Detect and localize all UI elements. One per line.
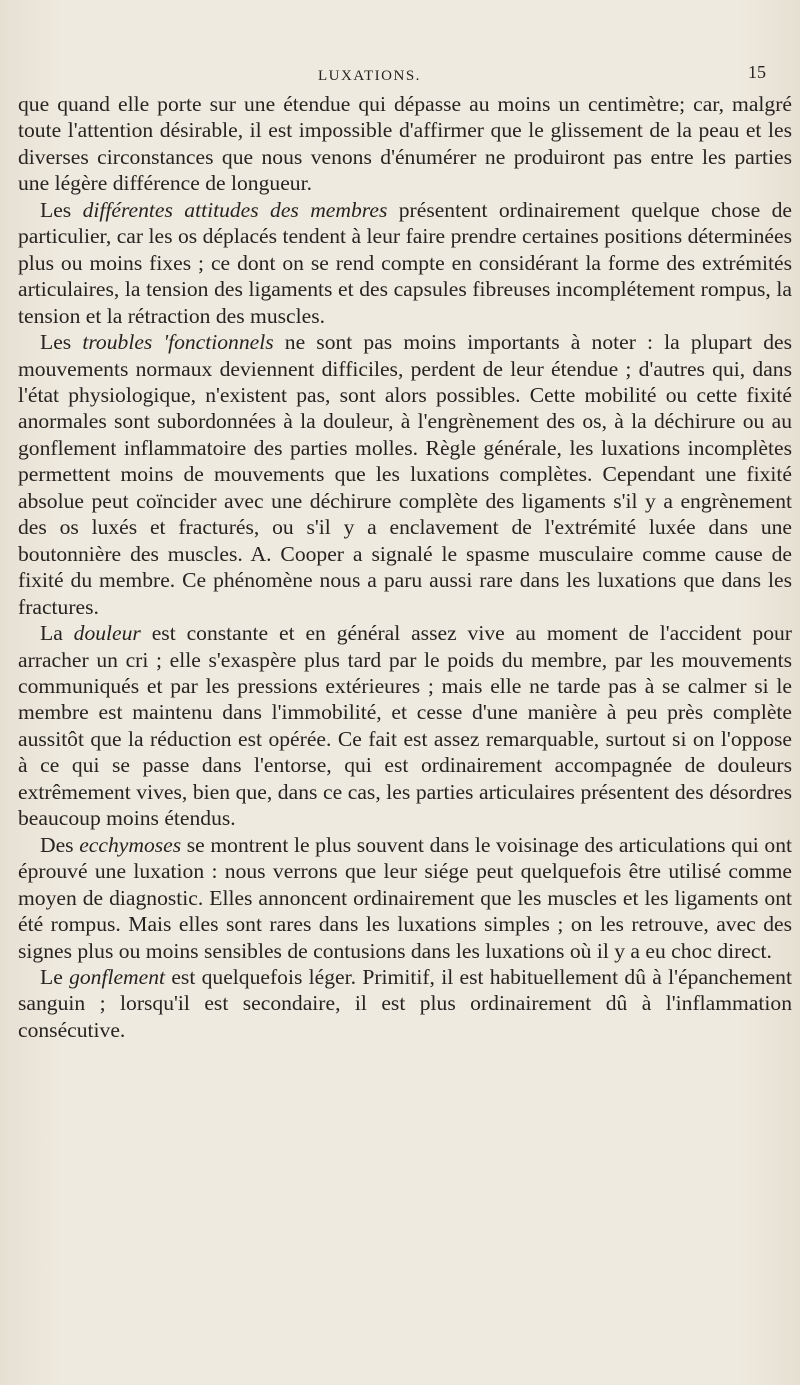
paragraph-text: est quelquefois léger. Primitif, il est habituellement dû à l'épanchement sanguin ; lorsqu'il est secondaire, il est plus ordinairement dû à l'inflammation consécutive. [18,964,792,1042]
running-title: LUXATIONS. [318,68,421,84]
running-header [0,62,800,90]
paragraph-lead: Les [40,197,83,222]
paragraph-gonflement [18,964,792,1043]
paragraph-term: troubles 'fonctionnels [82,330,274,355]
paragraph-term: différentes attitudes des membres [82,197,388,222]
body-text [18,91,792,1043]
paragraph-ecchymoses [18,832,792,964]
paragraph-text: est constante et en général assez vive au moment de l'accident pour arracher un cri ; elle s'exaspère plus tard par le poids du membre, par les mouvements communiqués et par les pressions extérieures ; mais elle ne tarde pas à se calmer si le membre est maintenu dans l'immobilité, et cesse d'une manière à peu près complète aussitôt que la réduction est opérée. Ce fait est assez remarquable, surtout si on l'oppose à ce qui se passe dans l'entorse, qui est ordinairement accompagnée de douleurs extrêmement vives, bien que, dans ce cas, les parties articulaires présentent des désordres beaucoup moins étendus. [18,621,792,831]
paragraph-text: présentent ordinairement quelque chose de particulier, car les os déplacés tendent à leur faire prendre certaines positions déterminées plus ou moins fixes ; ce dont on se rend compte en considérant la forme des extrémités articulaires, la tension des ligaments et des capsules fibreuses incomplétement rompus, la tension et la rétraction des muscles. [18,197,793,328]
page-number: 15 [748,62,766,82]
paragraph-continuation [18,91,792,197]
paragraph-term: douleur [73,621,141,646]
paragraph-term: ecchymoses [79,832,182,857]
paragraph-text: que quand elle porte sur une étendue qui dépasse au moins un centimètre; car, malgré toute l'attention désirable, il est impossible d'affirmer que le glissement de la peau et les diverses circonstances que nous venons d'énumérer ne produiront pas entre les parties une légère différence de longueur. [18,92,792,196]
paragraph-attitudes [18,197,792,329]
paragraph-troubles [18,329,792,620]
paragraph-text: ne sont pas moins importants à noter : la plupart des mouvements normaux deviennent difficiles, perdent de leur étendue ; d'autres qui, dans l'état physiologique, n'existent pas, sont alors possibles. Cette mobilité ou cette fixité anormales sont subordonnées à la douleur, à l'engrènement des os, à la déchirure ou au gonflement inflammatoire des parties molles. Règle générale, les luxations incomplètes permettent moins de mouvements que les luxations complètes. Cependant une fixité absolue peut coïncider avec une déchirure complète des ligaments s'il y a engrènement des os luxés et fracturés, ou s'il y a enclavement de l'extrémité luxée dans une boutonnière des muscles. A. Cooper a signalé le spasme musculaire comme cause de fixité du membre. Ce phénomène nous a paru aussi rare dans les luxations que dans les fractures. [18,330,792,619]
paragraph-lead: Le [40,964,70,989]
paragraph-text: se montrent le plus souvent dans le voisinage des articulations qui ont éprouvé une luxation : nous verrons que leur siége peut quelquefois être utilisé comme moyen de diagnostic. Elles annoncent ordinairement que les muscles et les ligaments ont été rompus. Mais elles sont rares dans les luxations simples ; on les retrouve, avec des signes plus ou moins sensibles de contusions dans les luxations où il y a eu choc direct. [18,832,792,963]
paragraph-lead: Des [40,832,80,857]
paragraph-douleur [18,620,792,832]
paragraph-term: gonflement [69,964,166,989]
paragraph-lead: La [40,621,74,646]
paragraph-lead: Les [40,330,83,355]
